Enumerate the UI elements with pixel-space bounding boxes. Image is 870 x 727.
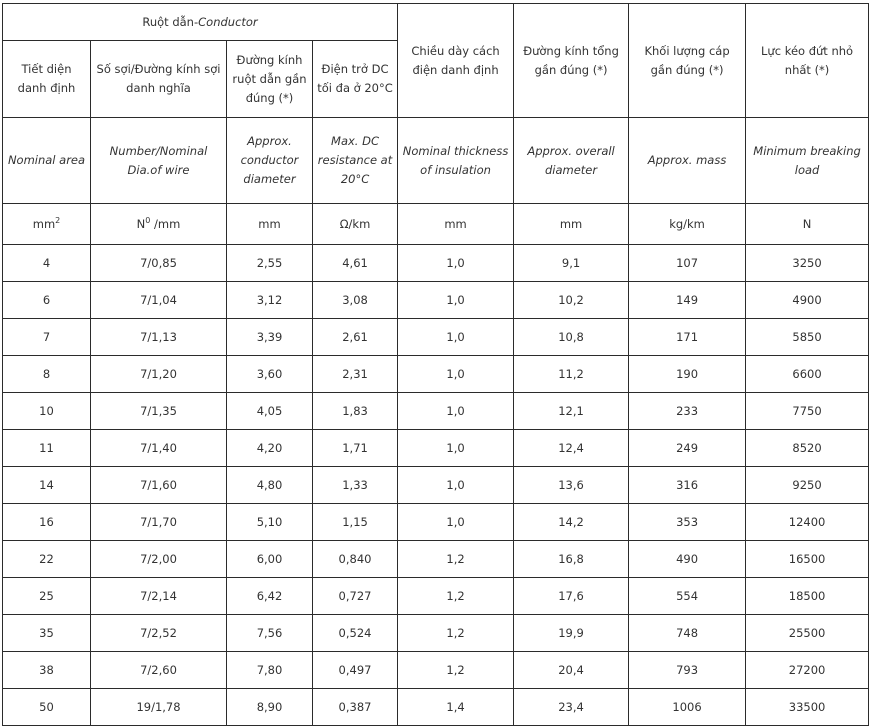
cell-mass: 316 (629, 467, 746, 504)
unit-area-sup: 2 (55, 215, 61, 225)
cell-breaking-load: 27200 (746, 652, 869, 689)
cell-conductor-diameter: 7,56 (227, 615, 313, 652)
cell-mass: 233 (629, 393, 746, 430)
header-breaking-load-vi: Lực kéo đứt nhỏ nhất (*) (746, 4, 869, 118)
cell-overall-diameter: 9,1 (514, 245, 629, 282)
units-row (3, 204, 869, 245)
cell-wire: 7/1,60 (91, 467, 227, 504)
cell-insulation: 1,0 (398, 393, 514, 430)
header-insulation-vi: Chiều dày cách điện danh định (398, 4, 514, 118)
cell-overall-diameter: 17,6 (514, 578, 629, 615)
unit-dc-resistance: Ω/km (313, 204, 398, 245)
cell-conductor-diameter: 5,10 (227, 504, 313, 541)
cell-mass: 149 (629, 282, 746, 319)
table-row (3, 504, 869, 541)
cell-mass: 748 (629, 615, 746, 652)
cell-insulation: 1,0 (398, 319, 514, 356)
cell-wire: 7/0,85 (91, 245, 227, 282)
cell-conductor-diameter: 8,90 (227, 689, 313, 726)
conductor-group-label-vi: Ruột dẫn- (142, 14, 199, 29)
cell-mass: 353 (629, 504, 746, 541)
cell-conductor-diameter: 6,42 (227, 578, 313, 615)
cell-breaking-load: 8520 (746, 430, 869, 467)
cell-insulation: 1,0 (398, 356, 514, 393)
cell-dc-resistance: 1,33 (313, 467, 398, 504)
cell-mass: 171 (629, 319, 746, 356)
unit-area-base: mm (32, 216, 56, 231)
cell-insulation: 1,2 (398, 652, 514, 689)
cell-conductor-diameter: 7,80 (227, 652, 313, 689)
header-conductor-diameter-vi: Đường kính ruột dẫn gần đúng (*) (227, 41, 313, 118)
cell-dc-resistance: 3,08 (313, 282, 398, 319)
cell-nominal-area: 50 (3, 689, 91, 726)
cell-breaking-load: 25500 (746, 615, 869, 652)
table-row (3, 615, 869, 652)
unit-wire-sup: 0 (145, 215, 151, 225)
cell-breaking-load: 7750 (746, 393, 869, 430)
cell-conductor-diameter: 2,55 (227, 245, 313, 282)
cell-nominal-area: 4 (3, 245, 91, 282)
cell-nominal-area: 22 (3, 541, 91, 578)
header-nominal-area-en: Nominal area (3, 118, 91, 204)
cell-insulation: 1,2 (398, 578, 514, 615)
unit-breaking-load: N (746, 204, 869, 245)
header-mass-vi: Khối lượng cáp gần đúng (*) (629, 4, 746, 118)
table-row (3, 652, 869, 689)
cell-wire: 7/1,35 (91, 393, 227, 430)
cell-overall-diameter: 19,9 (514, 615, 629, 652)
conductor-group-header (3, 4, 398, 41)
cell-dc-resistance: 1,15 (313, 504, 398, 541)
cell-insulation: 1,2 (398, 615, 514, 652)
cell-nominal-area: 7 (3, 319, 91, 356)
cell-overall-diameter: 10,8 (514, 319, 629, 356)
cell-mass: 107 (629, 245, 746, 282)
header-mass-en: Approx. mass (629, 118, 746, 204)
cell-breaking-load: 9250 (746, 467, 869, 504)
header-row-en (3, 118, 869, 204)
cell-wire: 7/2,60 (91, 652, 227, 689)
cell-conductor-diameter: 3,12 (227, 282, 313, 319)
cell-overall-diameter: 11,2 (514, 356, 629, 393)
cell-nominal-area: 25 (3, 578, 91, 615)
cell-breaking-load: 5850 (746, 319, 869, 356)
cell-dc-resistance: 0,497 (313, 652, 398, 689)
cell-mass: 1006 (629, 689, 746, 726)
table-row (3, 541, 869, 578)
cable-spec-table (2, 3, 869, 726)
cell-dc-resistance: 1,71 (313, 430, 398, 467)
table-row (3, 245, 869, 282)
cell-conductor-diameter: 3,60 (227, 356, 313, 393)
unit-insulation: mm (398, 204, 514, 245)
cell-mass: 490 (629, 541, 746, 578)
cell-conductor-diameter: 4,05 (227, 393, 313, 430)
unit-conductor-diameter: mm (227, 204, 313, 245)
header-row-group (3, 4, 869, 41)
cell-dc-resistance: 0,840 (313, 541, 398, 578)
cell-nominal-area: 6 (3, 282, 91, 319)
cell-dc-resistance: 0,727 (313, 578, 398, 615)
table-row (3, 578, 869, 615)
unit-wire (91, 204, 227, 245)
cell-wire: 7/1,13 (91, 319, 227, 356)
cell-breaking-load: 6600 (746, 356, 869, 393)
cell-nominal-area: 16 (3, 504, 91, 541)
cell-insulation: 1,2 (398, 541, 514, 578)
cell-conductor-diameter: 4,80 (227, 467, 313, 504)
cell-nominal-area: 35 (3, 615, 91, 652)
cell-nominal-area: 14 (3, 467, 91, 504)
cell-dc-resistance: 4,61 (313, 245, 398, 282)
cell-overall-diameter: 10,2 (514, 282, 629, 319)
cell-dc-resistance: 0,387 (313, 689, 398, 726)
header-wire-vi: Số sợi/Đường kính sợi danh nghĩa (91, 41, 227, 118)
table-row (3, 282, 869, 319)
cell-nominal-area: 38 (3, 652, 91, 689)
unit-area (3, 204, 91, 245)
cell-dc-resistance: 1,83 (313, 393, 398, 430)
cell-overall-diameter: 23,4 (514, 689, 629, 726)
cell-dc-resistance: 2,61 (313, 319, 398, 356)
cell-wire: 7/2,14 (91, 578, 227, 615)
cell-wire: 7/1,20 (91, 356, 227, 393)
header-wire-en: Number/Nominal Dia.of wire (91, 118, 227, 204)
cell-overall-diameter: 12,1 (514, 393, 629, 430)
cell-insulation: 1,0 (398, 245, 514, 282)
cell-dc-resistance: 0,524 (313, 615, 398, 652)
cell-overall-diameter: 13,6 (514, 467, 629, 504)
cell-mass: 190 (629, 356, 746, 393)
cell-overall-diameter: 20,4 (514, 652, 629, 689)
table-row (3, 356, 869, 393)
cell-nominal-area: 10 (3, 393, 91, 430)
header-conductor-diameter-en: Approx. conductor diameter (227, 118, 313, 204)
cell-overall-diameter: 16,8 (514, 541, 629, 578)
cell-nominal-area: 11 (3, 430, 91, 467)
cell-wire: 19/1,78 (91, 689, 227, 726)
cell-conductor-diameter: 3,39 (227, 319, 313, 356)
unit-wire-rest: /mm (150, 216, 181, 231)
cell-insulation: 1,0 (398, 467, 514, 504)
cell-wire: 7/1,04 (91, 282, 227, 319)
cell-breaking-load: 33500 (746, 689, 869, 726)
table-row (3, 319, 869, 356)
cell-nominal-area: 8 (3, 356, 91, 393)
cell-wire: 7/1,70 (91, 504, 227, 541)
header-overall-diameter-vi: Đường kính tổng gần đúng (*) (514, 4, 629, 118)
cell-mass: 249 (629, 430, 746, 467)
cell-insulation: 1,0 (398, 504, 514, 541)
cell-insulation: 1,0 (398, 430, 514, 467)
header-nominal-area-vi: Tiết diện danh định (3, 41, 91, 118)
cell-mass: 793 (629, 652, 746, 689)
cell-wire: 7/2,00 (91, 541, 227, 578)
cell-wire: 7/1,40 (91, 430, 227, 467)
cell-breaking-load: 12400 (746, 504, 869, 541)
cell-breaking-load: 3250 (746, 245, 869, 282)
cell-wire: 7/2,52 (91, 615, 227, 652)
table-row (3, 689, 869, 726)
cell-overall-diameter: 14,2 (514, 504, 629, 541)
header-breaking-load-en: Minimum breaking load (746, 118, 869, 204)
cell-dc-resistance: 2,31 (313, 356, 398, 393)
cell-insulation: 1,4 (398, 689, 514, 726)
conductor-group-label-en: Conductor (198, 14, 258, 29)
header-dc-resistance-vi: Điện trở DC tối đa ở 20°C (313, 41, 398, 118)
cell-breaking-load: 16500 (746, 541, 869, 578)
unit-wire-base: N (136, 216, 146, 231)
table-row (3, 393, 869, 430)
cell-conductor-diameter: 6,00 (227, 541, 313, 578)
cell-overall-diameter: 12,4 (514, 430, 629, 467)
unit-mass: kg/km (629, 204, 746, 245)
header-insulation-en: Nominal thickness of insulation (398, 118, 514, 204)
cell-insulation: 1,0 (398, 282, 514, 319)
cell-mass: 554 (629, 578, 746, 615)
header-overall-diameter-en: Approx. overall diameter (514, 118, 629, 204)
unit-overall-diameter: mm (514, 204, 629, 245)
header-dc-resistance-en: Max. DC resistance at 20°C (313, 118, 398, 204)
table-row (3, 467, 869, 504)
table-row (3, 430, 869, 467)
cell-conductor-diameter: 4,20 (227, 430, 313, 467)
cell-breaking-load: 18500 (746, 578, 869, 615)
cell-breaking-load: 4900 (746, 282, 869, 319)
